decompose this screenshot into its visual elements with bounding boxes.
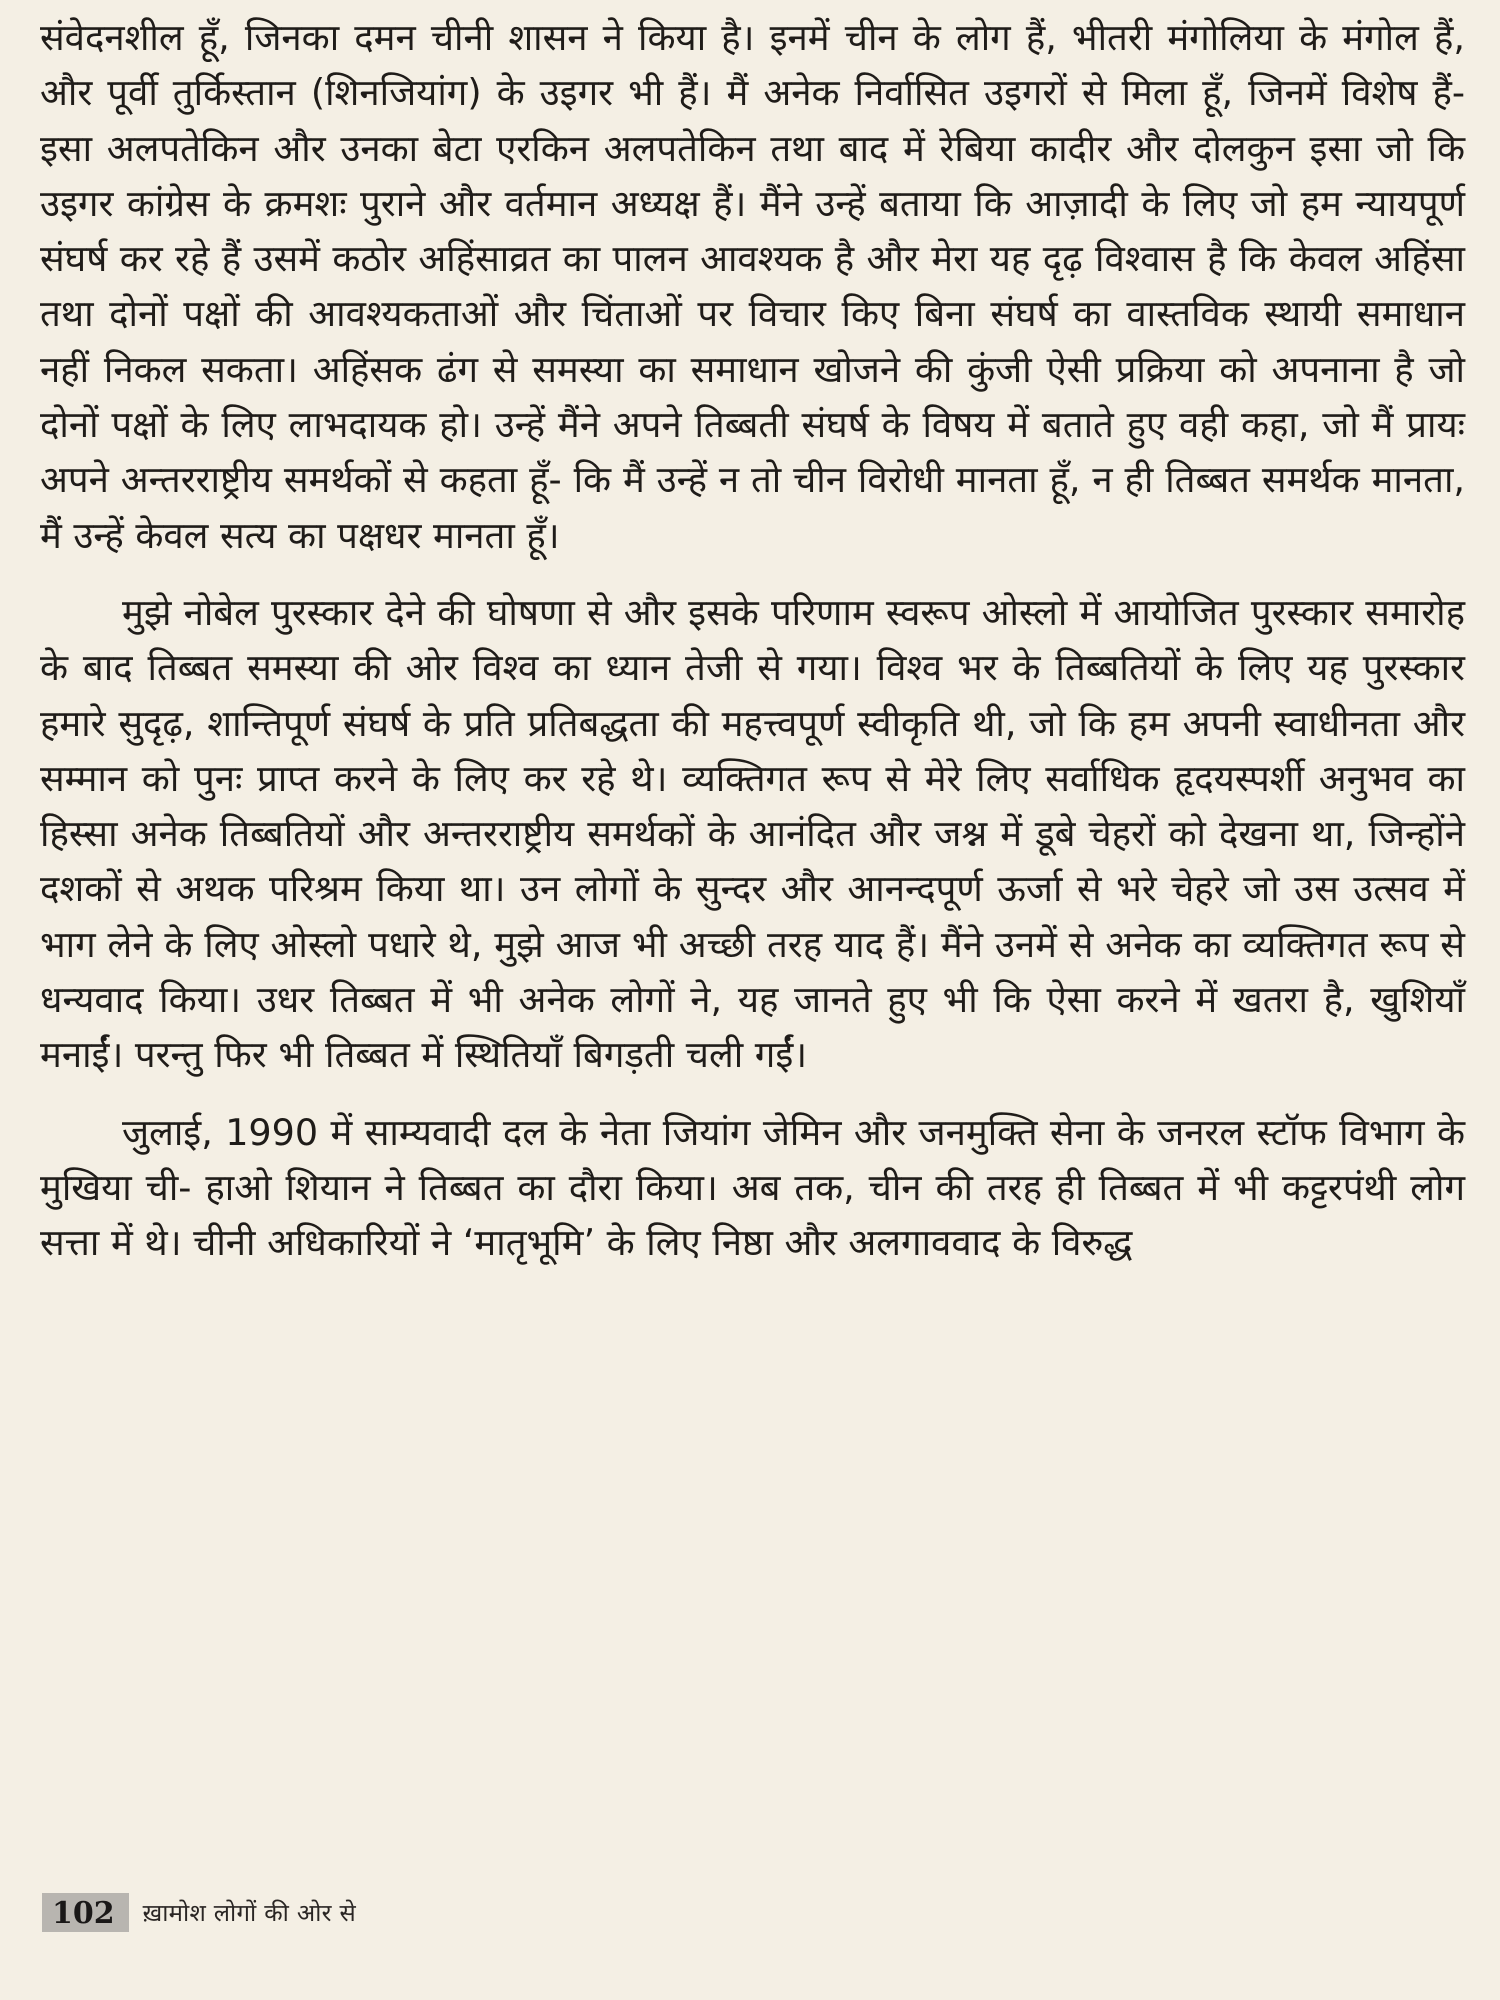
running-title: ख़ामोश लोगों की ओर से <box>142 1898 356 1927</box>
page-footer <box>42 1893 356 1932</box>
paragraph: मुझे नोबेल पुरस्कार देने की घोषणा से और इसके परिणाम स्वरूप ओस्लो में आयोजित पुरस्कार समारोह के बाद तिब्बत समस्या की ओर विश्व का ध्यान तेजी से गया। विश्व भर के तिब्बतियों के लिए यह पुरस्कार हमारे सुदृढ़, शान्तिपूर्ण संघर्ष के प्रति प्रतिबद्धता की महत्त्वपूर्ण स्वीकृति थी, जो कि हम अपनी स्वाधीनता और सम्मान को पुनः प्राप्त करने के लिए कर रहे थे। व्यक्तिगत रूप से मेरे लिए सर्वाधिक हृदयस्पर्शी अनुभव का हिस्सा अनेक तिब्बतियों और अन्तरराष्ट्रीय समर्थकों के आनंदित और जश्न में डूबे चेहरों को देखना था, जिन्होंने दशकों से अथक परिश्रम किया था। उन लोगों के सुन्दर और आनन्दपूर्ण ऊर्जा से भरे चेहरे जो उस उत्सव में भाग लेने के लिए ओस्लो पधारे थे, मुझे आज भी अच्छी तरह याद हैं। मैंने उनमें से अनेक का व्यक्तिगत रूप से धन्यवाद किया। उधर तिब्बत में भी अनेक लोगों ने, यह जानते हुए भी कि ऐसा करने में खतरा है, खुशियाँ मनाईं। परन्तु फिर भी तिब्बत में स्थितियाँ बिगड़ती चली गईं। <box>40 590 1465 1077</box>
page-number: 102 <box>42 1893 129 1932</box>
page-body-text <box>40 10 1465 1271</box>
paragraph: संवेदनशील हूँ, जिनका दमन चीनी शासन ने किया है। इनमें चीन के लोग हैं, भीतरी मंगोलिया के मंगोल हैं, और पूर्वी तुर्किस्तान (शिनजियांग) के उइगर भी हैं। मैं अनेक निर्वासित उइगरों से मिला हूँ, जिनमें विशेष हैं- इसा अलपतेकिन और उनका बेटा एरकिन अलपतेकिन तथा बाद में रेबिया कादीर और दोलकुन इसा जो कि उइगर कांग्रेस के क्रमशः पुराने और वर्तमान अध्यक्ष हैं। मैंने उन्हें बताया कि आज़ादी के लिए जो हम न्यायपूर्ण संघर्ष कर रहे हैं उसमें कठोर अहिंसाव्रत का पालन आवश्यक है और मेरा यह दृढ़ विश्वास है कि केवल अहिंसा तथा दोनों पक्षों की आवश्यकताओं और चिंताओं पर विचार किए बिना संघर्ष का वास्तविक स्थायी समाधान नहीं निकल सकता। अहिंसक ढंग से समस्या का समाधान खोजने की कुंजी ऐसी प्रक्रिया को अपनाना है जो दोनों पक्षों के लिए लाभदायक हो। उन्हें मैंने अपने तिब्बती संघर्ष के विषय में बताते हुए वही कहा, जो मैं प्रायः अपने अन्तरराष्ट्रीय समर्थकों से कहता हूँ- कि मैं उन्हें न तो चीन विरोधी मानता हूँ, न ही तिब्बत समर्थक मानता, मैं उन्हें केवल सत्य का पक्षधर मानता हूँ। <box>40 16 1466 557</box>
paragraph: जुलाई, 1990 में साम्यवादी दल के नेता जियांग जेमिन और जनमुक्ति सेना के जनरल स्टॉफ विभाग के मुखिया ची- हाओ शियान ने तिब्बत का दौरा किया। अब तक, चीन की तरह ही तिब्बत में भी कट्टरपंथी लोग सत्ता में थे। चीनी अधिकारियों ने ‘मातृभूमि’ के लिए निष्ठा और अलगाववाद के विरुद्ध <box>40 1110 1465 1265</box>
